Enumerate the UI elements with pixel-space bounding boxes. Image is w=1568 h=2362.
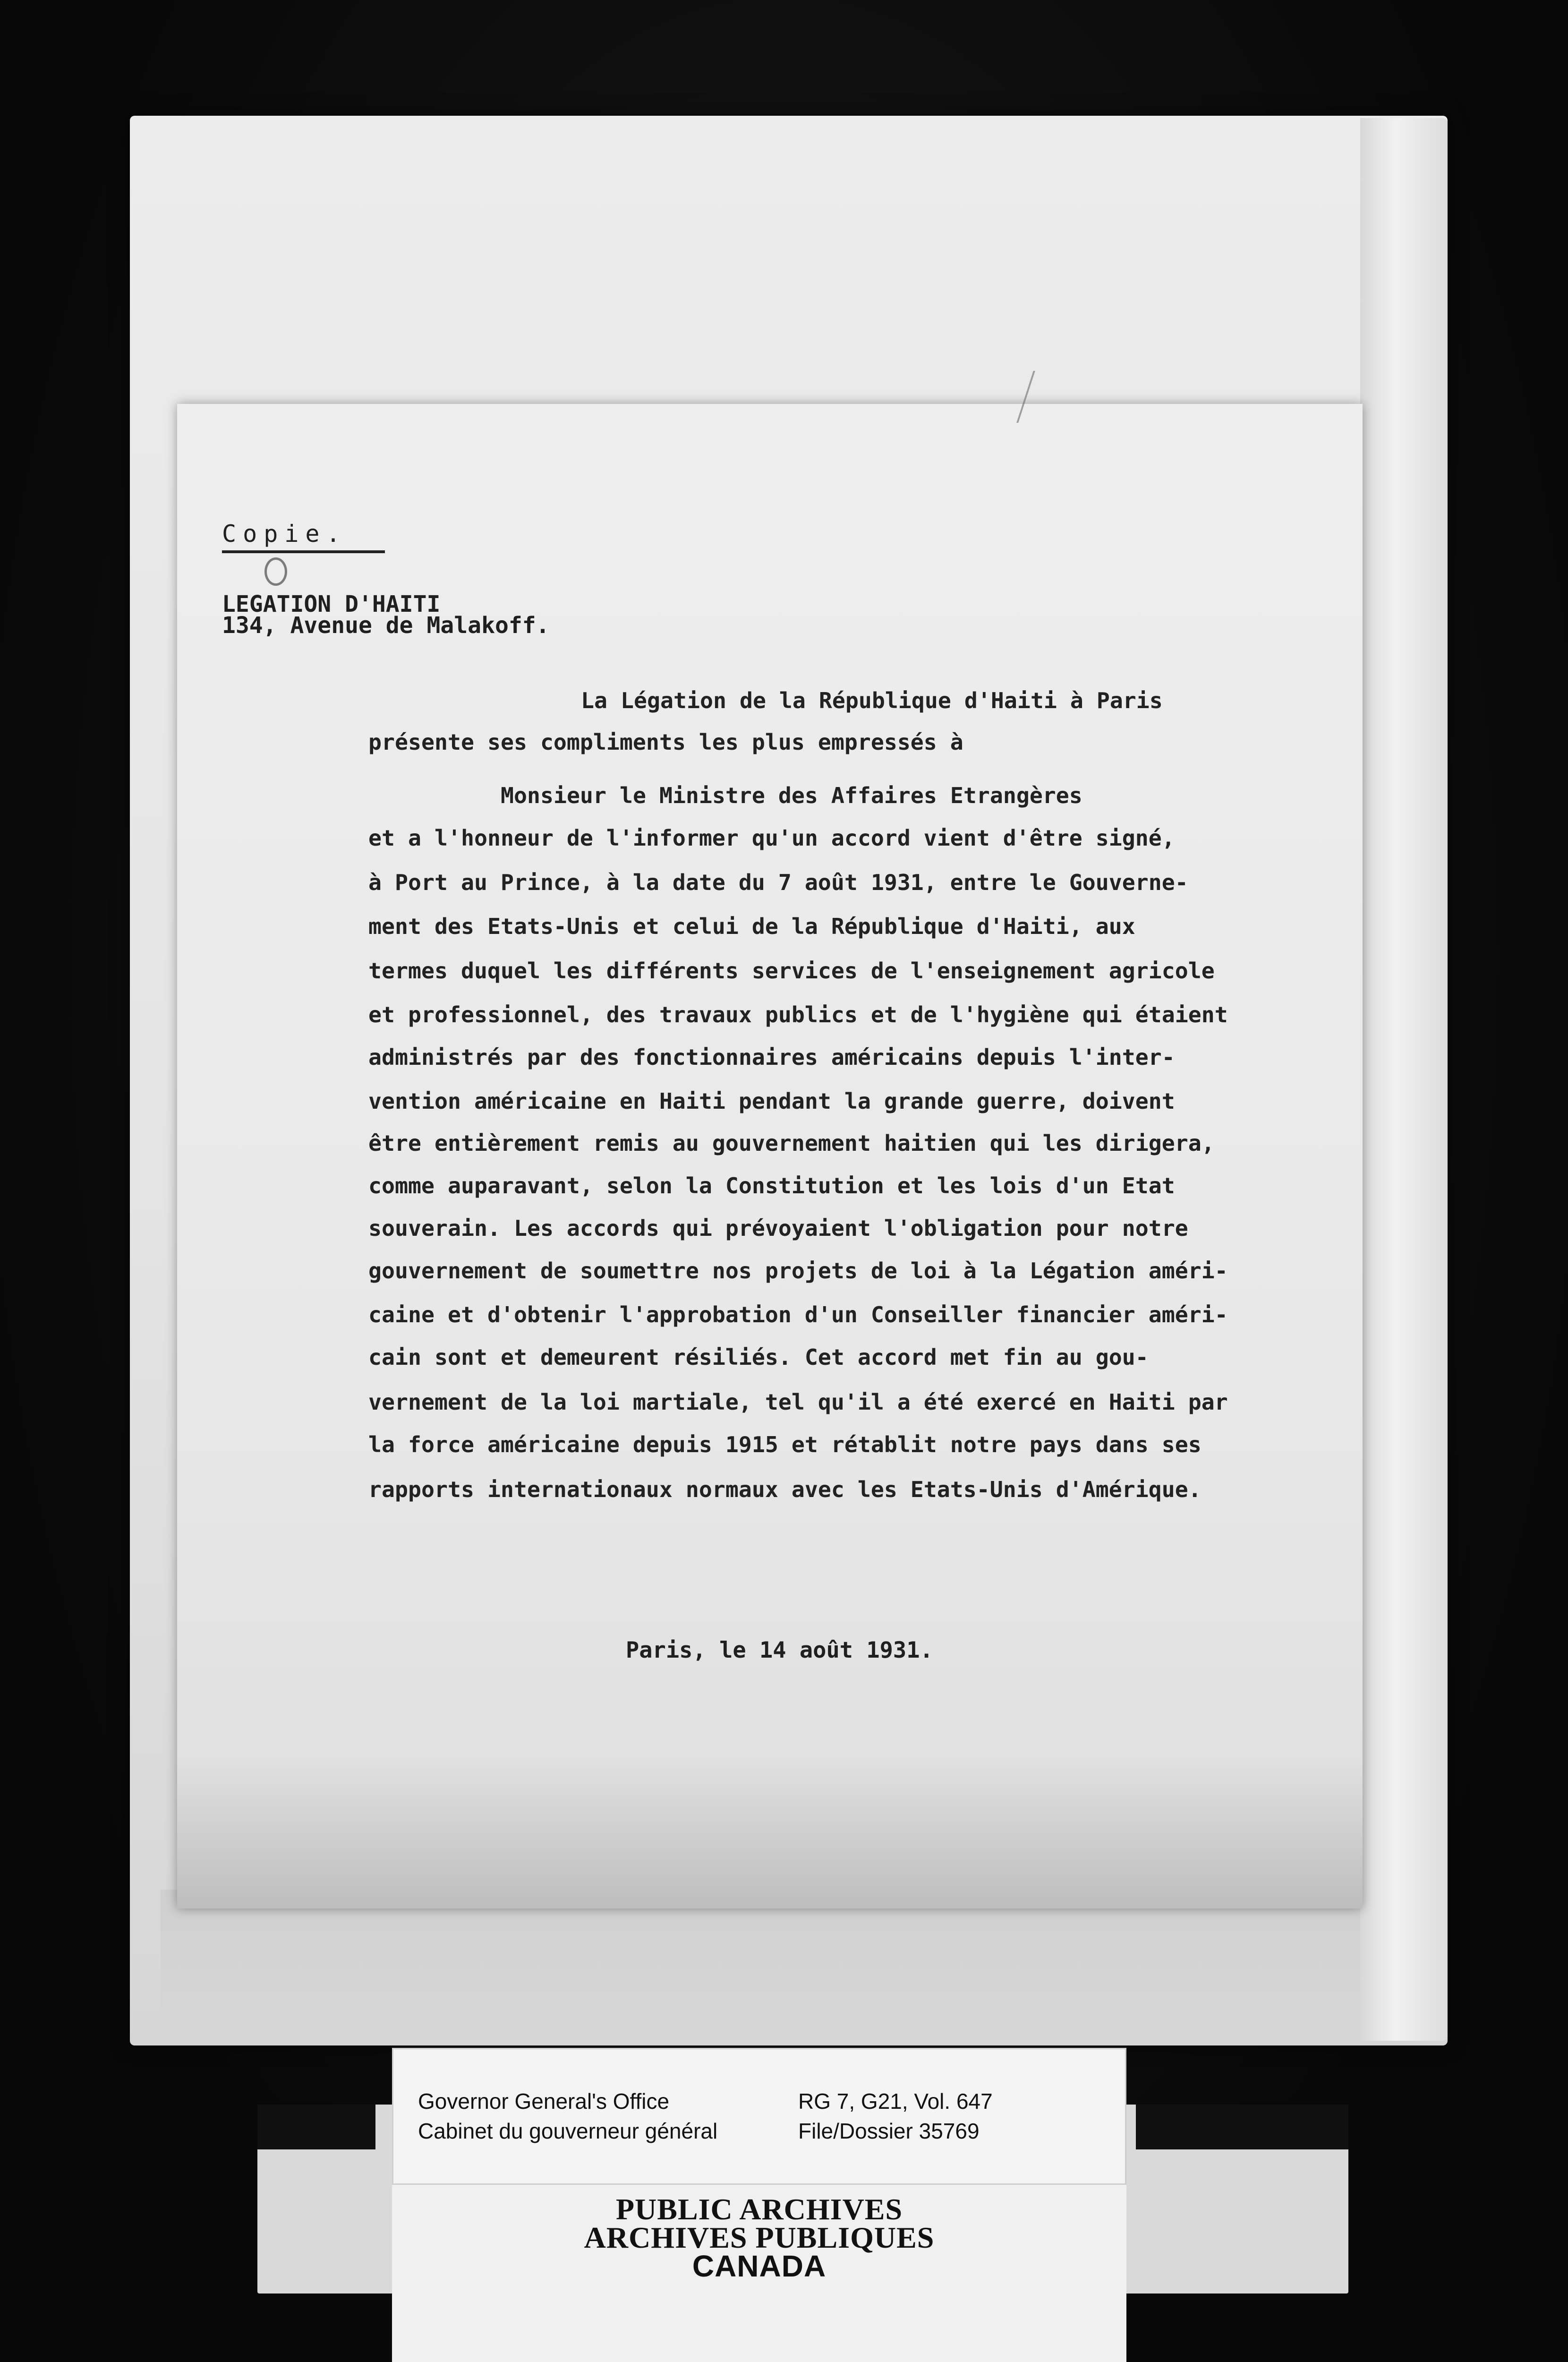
body-line: Monsieur le Ministre des Affaires Etrangères [501,783,1082,808]
label-notch-right [1136,2105,1348,2149]
copy-label-underline [222,550,385,553]
body-line: termes duquel les différents services de l'enseignement agricole [368,958,1215,984]
archives-title-en: PUBLIC ARCHIVES [615,2192,903,2226]
body-line: caine et d'obtenir l'approbation d'un Conseiller financier améri- [368,1302,1228,1327]
body-line: à Port au Prince, à la date du 7 août 1931, entre le Gouverne- [368,870,1188,895]
body-line: ment des Etats-Unis et celui de la République d'Haiti, aux [368,914,1135,939]
copy-label: Copie. [222,520,347,548]
letter-date: Paris, le 14 août 1931. [626,1637,933,1663]
body-line: souverain. Les accords qui prévoyaient l'obligation pour notre [368,1215,1188,1241]
legation-header: LEGATION D'HAITI [222,591,441,617]
body-line: la force américaine depuis 1915 et rétablit notre pays dans ses [368,1432,1202,1457]
paper-shadow [177,1757,1363,1908]
body-line: comme auparavant, selon la Constitution et les lois d'un Etat [368,1173,1175,1198]
backing-sheet-shadow [161,1890,1360,2027]
body-line: rapports internationaux normaux avec les Etats-Unis d'Amérique. [368,1477,1202,1502]
body-line: administrés par des fonctionnaires américains depuis l'inter- [368,1044,1175,1070]
body-line: vention américaine en Haiti pendant la grande guerre, doivent [368,1088,1175,1114]
file-number: File/Dossier 35769 [798,2119,980,2143]
body-line: être entièrement remis au gouvernement haitien qui les dirigera, [368,1130,1215,1156]
body-line: et professionnel, des travaux publics et de l'hygiène qui étaient [368,1002,1228,1027]
office-name-fr: Cabinet du gouverneur général [418,2119,718,2143]
office-name-en: Governor General's Office [418,2089,670,2114]
label-notch-left [257,2105,375,2149]
archives-title-fr: ARCHIVES PUBLIQUES [584,2221,935,2254]
body-line: gouvernement de soumettre nos projets de loi à la Légation améri- [368,1258,1228,1284]
body-line: présente ses compliments les plus empressés à [368,729,963,755]
legation-address: 134, Avenue de Malakoff. [222,612,550,639]
body-line: La Légation de la République d'Haiti à Paris [581,688,1163,713]
punch-hole-mark [264,557,287,586]
body-line: et a l'honneur de l'informer qu'un accord vient d'être signé, [368,825,1175,851]
backing-sheet-edge [1360,118,1448,2041]
archives-country: CANADA [692,2249,827,2283]
record-group-reference: RG 7, G21, Vol. 647 [798,2089,993,2114]
body-line: vernement de la loi martiale, tel qu'il a été exercé en Haiti par [368,1389,1228,1415]
archive-reference-card [392,2048,1126,2185]
body-line: cain sont et demeurent résiliés. Cet accord met fin au gou- [368,1344,1149,1370]
